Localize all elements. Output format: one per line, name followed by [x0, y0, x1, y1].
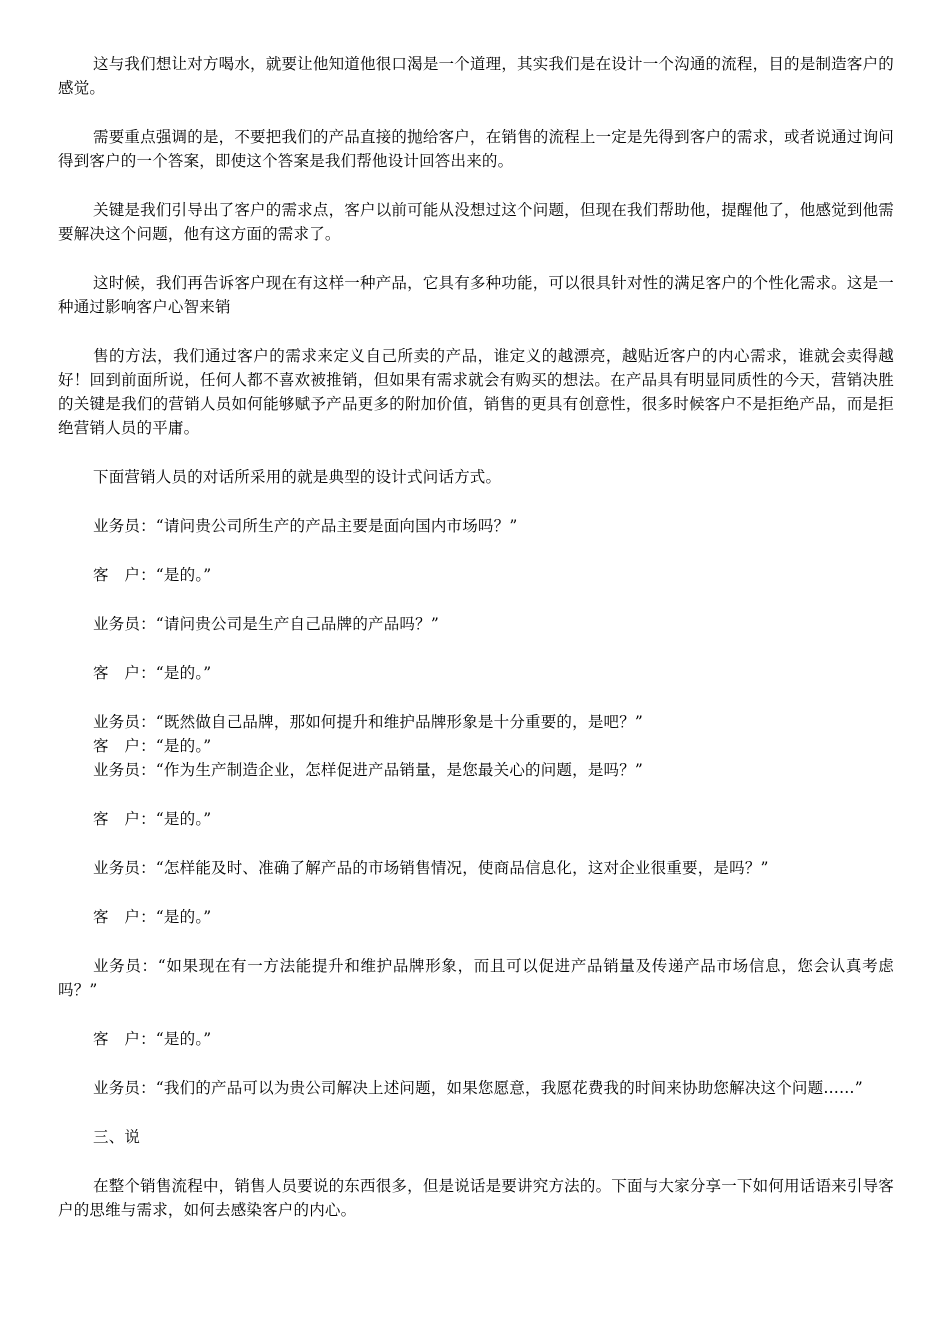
- paragraph: 关键是我们引导出了客户的需求点，客户以前可能从没想过这个问题，但现在我们帮助他，提醒他了，他感觉到他需要解决这个问题，他有这方面的需求了。: [58, 201, 894, 243]
- dialogue-line-customer: 客 户：“是的。”: [93, 908, 212, 926]
- dialogue-line-salesperson: 业务员：“请问贵公司所生产的产品主要是面向国内市场吗？”: [93, 517, 518, 535]
- dialogue-line-salesperson: 业务员：“如果现在有一方法能提升和维护品牌形象，而且可以促进产品销量及传递产品市场信息，您会认真考虑吗？”: [58, 957, 894, 999]
- dialogue-line-customer: 客 户：“是的。”: [93, 664, 212, 682]
- dialogue-line-salesperson: 业务员：“既然做自己品牌，那如何提升和维护品牌形象是十分重要的，是吧？”: [93, 713, 644, 731]
- dialogue-line-salesperson: 业务员：“请问贵公司是生产自己品牌的产品吗？”: [93, 615, 439, 633]
- dialogue-line-salesperson: 业务员：“怎样能及时、准确了解产品的市场销售情况，使商品信息化，这对企业很重要，是吗？”: [93, 859, 769, 877]
- paragraph: 这时候，我们再告诉客户现在有这样一种产品，它具有多种功能，可以很具针对性的满足客户的个性化需求。这是一种通过影响客户心智来销: [58, 274, 894, 316]
- paragraph: 售的方法，我们通过客户的需求来定义自己所卖的产品，谁定义的越漂亮，越贴近客户的内心需求，谁就会卖得越好！回到前面所说，任何人都不喜欢被推销，但如果有需求就会有购买的想法。在产品具有明显同质性的今天，营销决胜的关键是我们的营销人员如何能够赋予产品更多的附加价值，销售的更具有创意性，很多时候客户不是拒绝产品，而是拒绝营销人员的平庸。: [58, 347, 894, 437]
- dialogue-line-customer: 客 户：“是的。”: [93, 737, 212, 755]
- dialogue-line-salesperson: 业务员：“作为生产制造企业，怎样促进产品销量，是您最关心的问题，是吗？”: [93, 761, 644, 779]
- dialogue-line-customer: 客 户：“是的。”: [93, 566, 212, 584]
- section-heading: 三、说: [93, 1128, 141, 1146]
- paragraph: 这与我们想让对方喝水，就要让他知道他很口渴是一个道理，其实我们是在设计一个沟通的流程，目的是制造客户的感觉。: [58, 55, 894, 97]
- dialogue-line-customer: 客 户：“是的。”: [93, 810, 212, 828]
- dialogue-line-customer: 客 户：“是的。”: [93, 1030, 212, 1048]
- paragraph: 在整个销售流程中，销售人员要说的东西很多，但是说话是要讲究方法的。下面与大家分享一下如何用话语来引导客户的思维与需求，如何去感染客户的内心。: [58, 1177, 894, 1219]
- document-page: [58, 52, 894, 1222]
- paragraph: 需要重点强调的是，不要把我们的产品直接的抛给客户，在销售的流程上一定是先得到客户的需求，或者说通过询问得到客户的一个答案，即使这个答案是我们帮他设计回答出来的。: [58, 128, 894, 170]
- dialogue-line-salesperson: 业务员：“我们的产品可以为贵公司解决上述问题，如果您愿意，我愿花费我的时间来协助您解决这个问题……”: [93, 1079, 863, 1097]
- paragraph: 下面营销人员的对话所采用的就是典型的设计式问话方式。: [93, 468, 502, 486]
